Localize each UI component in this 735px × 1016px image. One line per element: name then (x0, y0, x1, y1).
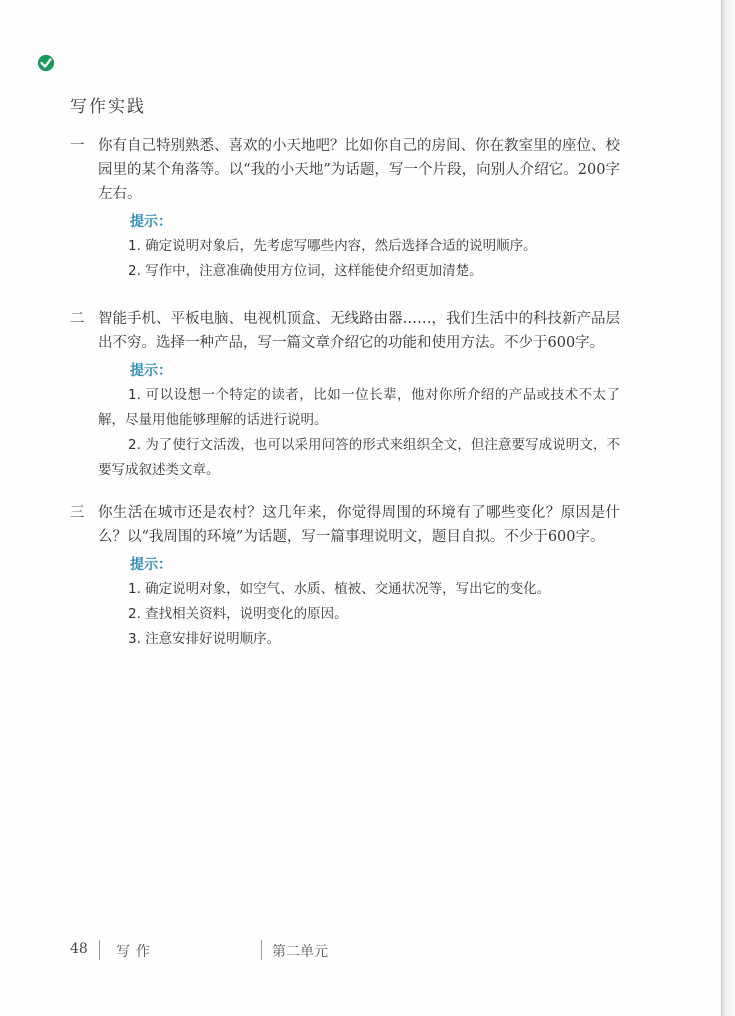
page-number: 48 (70, 941, 88, 957)
footer-unit-label: 第二单元 (272, 944, 328, 960)
task-2 (70, 307, 620, 483)
hint-item: 1. 可以设想一个特定的读者，比如一位长辈，他对你所介绍的产品或技术不太了解，尽量用他能够理解的话进行说明。 (98, 387, 620, 428)
task-text: 你生活在城市还是农村？这几年来，你觉得周围的环境有了哪些变化？原因是什么？以“我周围的环境”为话题，写一篇事理说明文，题目自拟。不少于600字。 (98, 505, 620, 545)
task-number: 二 (70, 311, 85, 327)
footer-divider (261, 940, 262, 960)
task-number: 一 (70, 138, 85, 154)
task-prompt (70, 307, 620, 355)
task-prompt (70, 501, 620, 549)
hint-item: 1. 确定说明对象，如空气、水质、植被、交通状况等，写出它的变化。 (128, 581, 551, 597)
task-prompt (70, 134, 620, 206)
task-number: 三 (70, 505, 85, 521)
task-3 (70, 501, 620, 652)
footer-section-label: 写作 (116, 944, 156, 960)
hint-item: 2. 为了使行文活泼，也可以采用问答的形式来组织全文，但注意要写成说明文，不要写成叙述类文章。 (98, 437, 620, 478)
task-text: 智能手机、平板电脑、电视机顶盒、无线路由器……，我们生活中的科技新产品层出不穷。选择一种产品，写一篇文章介绍它的功能和使用方法。不少于600字。 (98, 311, 620, 351)
hint-item: 3. 注意安排好说明顺序。 (128, 631, 281, 647)
section-title: 写作实践 (70, 97, 146, 117)
footer-divider (99, 940, 100, 960)
task-1 (70, 134, 620, 284)
task-text: 你有自己特别熟悉、喜欢的小天地吧？比如你自己的房间、你在教室里的座位、校园里的某个角落等。以“我的小天地”为话题，写一个片段，向别人介绍它。200字左右。 (98, 138, 620, 202)
hint-label: 提示： (130, 214, 172, 230)
page-edge (721, 0, 735, 1016)
hint-label: 提示： (130, 363, 172, 379)
publisher-logo-icon (37, 54, 55, 72)
hint-item: 2. 写作中，注意准确使用方位词，这样能使介绍更加清楚。 (128, 263, 483, 279)
hint-item: 1. 确定说明对象后，先考虑写哪些内容，然后选择合适的说明顺序。 (128, 238, 537, 254)
hint-label: 提示： (130, 557, 172, 573)
hint-item: 2. 查找相关资料，说明变化的原因。 (128, 606, 348, 622)
